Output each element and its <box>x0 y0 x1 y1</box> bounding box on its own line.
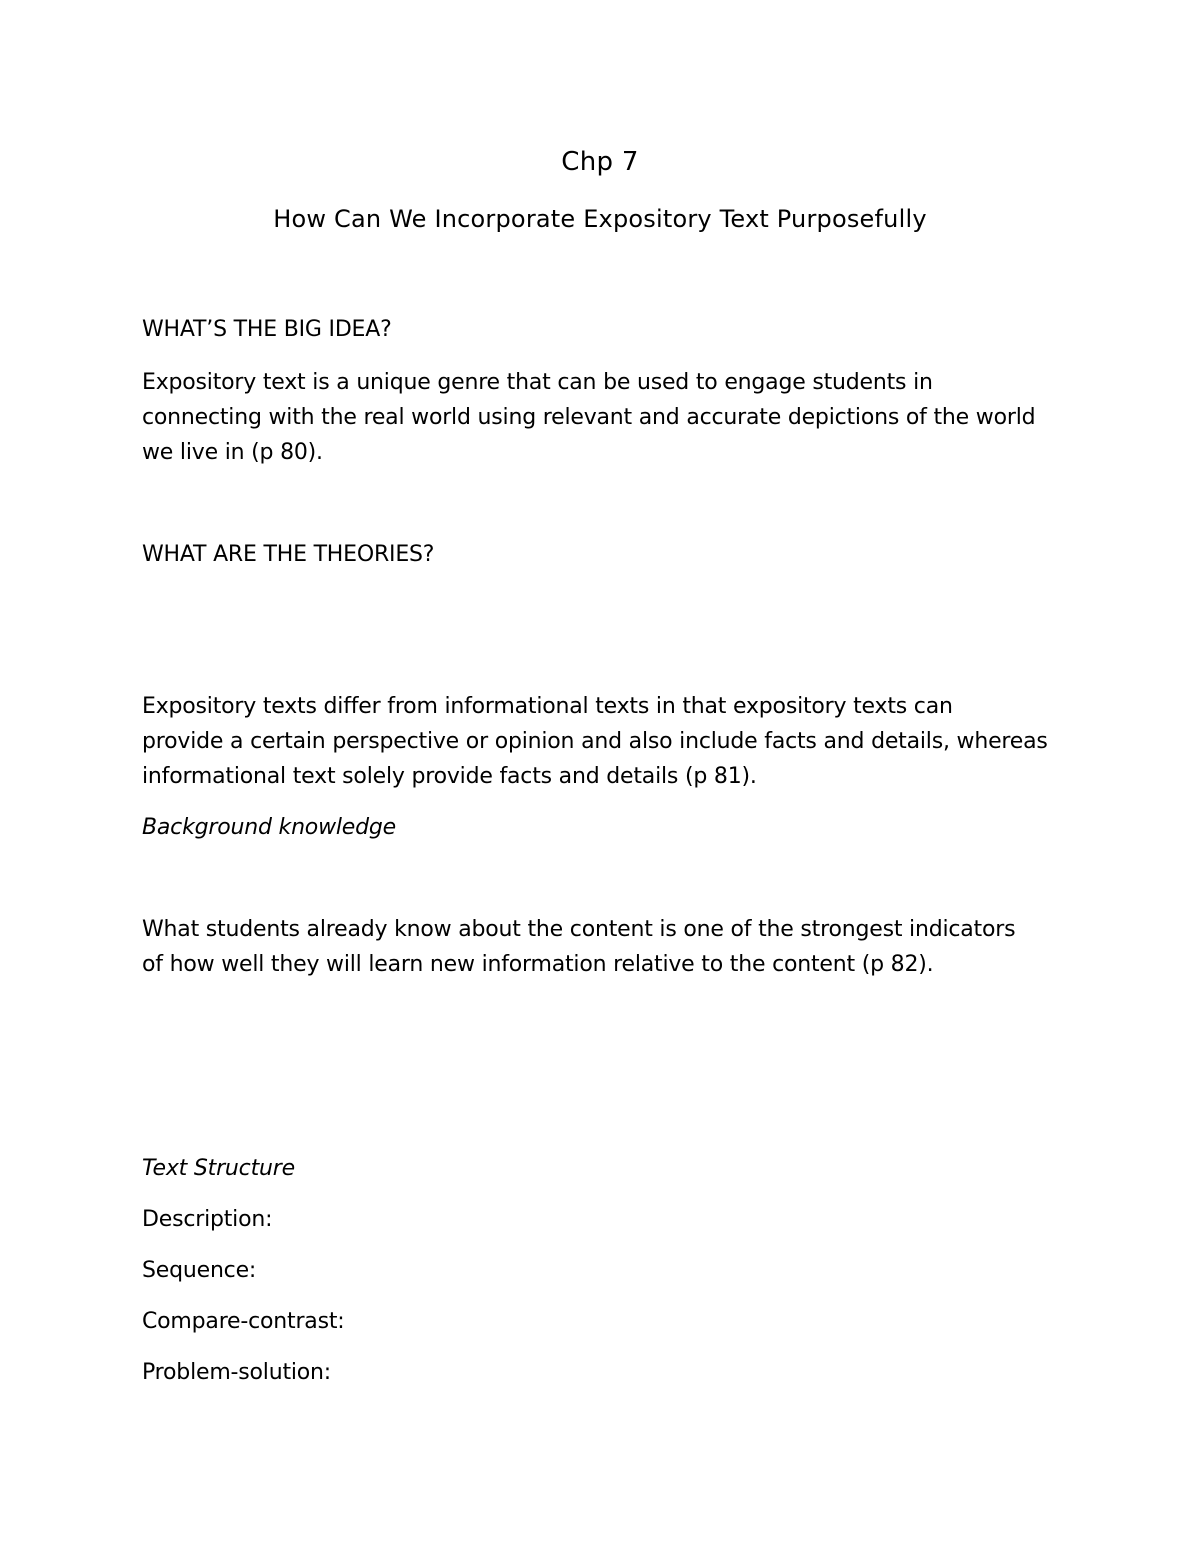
structure-item-problem-solution: Problem-solution: <box>142 1360 332 1385</box>
chapter-label: Chp 7 <box>561 147 639 177</box>
big-idea-line: Expository text is a unique genre that can be used to engage students in <box>142 370 933 395</box>
theories-line: provide a certain perspective or opinion and also include facts and details, whereas <box>142 729 1048 754</box>
big-idea-line: we live in (p 80). <box>142 440 323 465</box>
page-title: How Can We Incorporate Expository Text Purposefully <box>273 205 927 233</box>
structure-item-sequence: Sequence: <box>142 1258 257 1283</box>
theories-heading: WHAT ARE THE THEORIES? <box>142 542 435 567</box>
theories-line: informational text solely provide facts and details (p 81). <box>142 764 757 789</box>
big-idea-heading: WHAT’S THE BIG IDEA? <box>142 317 392 342</box>
background-line: of how well they will learn new information relative to the content (p 82). <box>142 952 934 977</box>
structure-item-description: Description: <box>142 1207 273 1232</box>
background-line: What students already know about the content is one of the strongest indicators <box>142 917 1016 942</box>
text-structure-heading: Text Structure <box>142 1156 295 1181</box>
structure-item-compare-contrast: Compare-contrast: <box>142 1309 345 1334</box>
theories-line: Expository texts differ from informational texts in that expository texts can <box>142 694 953 719</box>
background-knowledge-heading: Background knowledge <box>142 815 396 840</box>
big-idea-line: connecting with the real world using relevant and accurate depictions of the world <box>142 405 1036 430</box>
